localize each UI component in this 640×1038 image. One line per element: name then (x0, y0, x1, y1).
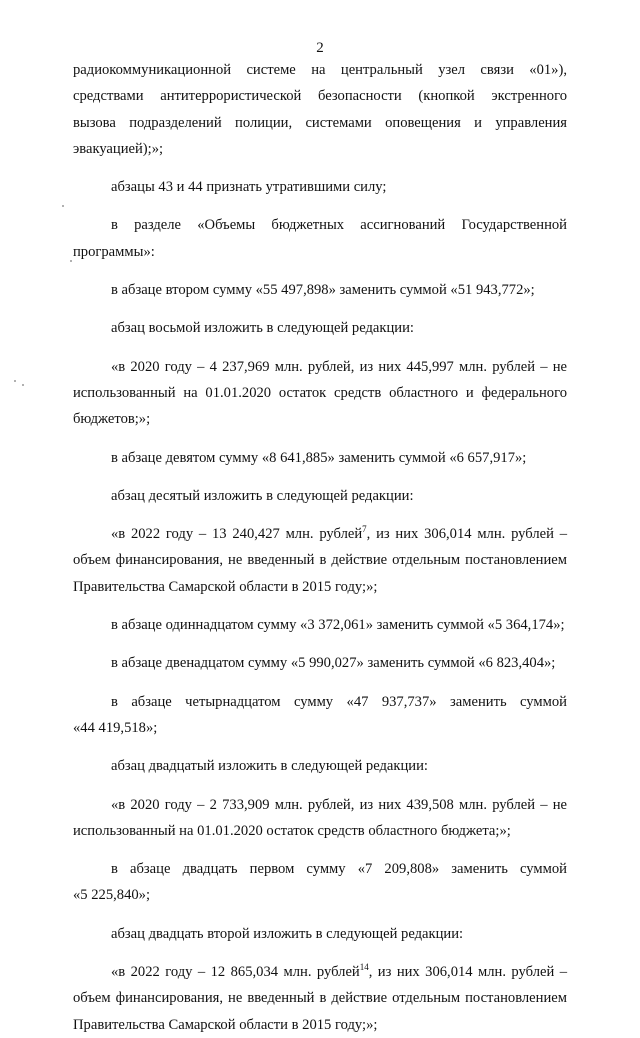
text-line: бюджетов;»; (73, 411, 151, 428)
paragraph (73, 921, 567, 947)
document-body (73, 57, 567, 1038)
paragraph (73, 612, 567, 638)
text-segment: , из них 306,014 млн. рублей – (368, 964, 567, 981)
text-line: использованный на 01.01.2020 остаток средств областного и федерального (73, 384, 567, 401)
paragraph (73, 856, 567, 909)
text-line: в абзаце одиннадцатом сумму «3 372,061» заменить суммой «5 364,174»; (111, 617, 565, 634)
paragraph (73, 521, 567, 600)
paragraph (73, 354, 567, 433)
text-line: эвакуацией);»; (73, 140, 164, 157)
paragraph (73, 650, 567, 676)
paragraph (73, 959, 567, 1038)
paragraph (73, 483, 567, 509)
text-line: «в 2020 году – 4 237,969 млн. рублей, из них 445,997 млн. рублей – не (111, 358, 567, 375)
scan-speck (22, 384, 24, 386)
text-line: объем финансирования, не введенный в действие отдельным постановлением (73, 990, 567, 1007)
scan-speck (14, 380, 16, 382)
text-line: «44 419,518»; (73, 719, 158, 736)
text-line: радиокоммуникационной системе на центральный узел связи «01»), (73, 62, 567, 78)
text-line: абзацы 43 и 44 признать утратившими силу; (111, 179, 387, 196)
text-line: программы»: (73, 243, 155, 260)
paragraph (73, 277, 567, 303)
text-segment: , из них 306,014 млн. рублей – (366, 526, 567, 543)
paragraph (73, 212, 567, 265)
text-line: вызова подразделений полиции, системами оповещения и управления (73, 114, 567, 131)
page-number: 2 (316, 40, 324, 56)
paragraph (73, 174, 567, 200)
paragraph (73, 315, 567, 341)
text-line: «в 2020 году – 2 733,909 млн. рублей, из них 439,508 млн. рублей – не (111, 796, 567, 813)
text-line: «5 225,840»; (73, 887, 151, 904)
text-line: в абзаце двадцать первом сумму «7 209,808» заменить суммой (111, 861, 567, 878)
text-line: в абзаце втором сумму «55 497,898» заменить суммой «51 943,772»; (111, 282, 535, 299)
text-line: объем финансирования, не введенный в действие отдельным постановлением (73, 552, 567, 569)
text-line: Правительства Самарской области в 2015 году;»; (73, 1016, 378, 1033)
text-line: абзац восьмой изложить в следующей редакции: (111, 320, 414, 337)
scan-speck (62, 205, 64, 207)
text-line: абзац двадцатый изложить в следующей редакции: (111, 758, 428, 775)
paragraph (73, 57, 567, 162)
text-line: средствами антитеррористической безопасности (кнопкой экстренного (73, 88, 567, 105)
text-line (73, 959, 567, 985)
text-line (73, 521, 567, 547)
text-line: в разделе «Объемы бюджетных ассигнований Государственной (111, 217, 567, 234)
paragraph (73, 753, 567, 779)
footnote-ref: 7 (362, 524, 367, 535)
text-line: в абзаце девятом сумму «8 641,885» заменить суммой «6 657,917»; (111, 449, 527, 466)
text-segment: «в 2022 году – 13 240,427 млн. рублей (111, 526, 363, 543)
footnote-ref: 14 (359, 962, 369, 973)
paragraph (73, 792, 567, 845)
scan-speck (70, 260, 72, 262)
paragraph (73, 689, 567, 742)
text-line: Правительства Самарской области в 2015 году;»; (73, 578, 378, 595)
text-line: в абзаце двенадцатом сумму «5 990,027» заменить суммой «6 823,404»; (111, 655, 556, 672)
text-line: в абзаце четырнадцатом сумму «47 937,737» заменить суммой (111, 693, 567, 710)
text-line: использованный на 01.01.2020 остаток средств областного бюджета;»; (73, 822, 511, 839)
text-line: абзац двадцать второй изложить в следующей редакции: (111, 925, 464, 942)
paragraph (73, 445, 567, 471)
text-segment: «в 2022 году – 12 865,034 млн. рублей (111, 964, 360, 981)
text-line: абзац десятый изложить в следующей редакции: (111, 487, 414, 504)
